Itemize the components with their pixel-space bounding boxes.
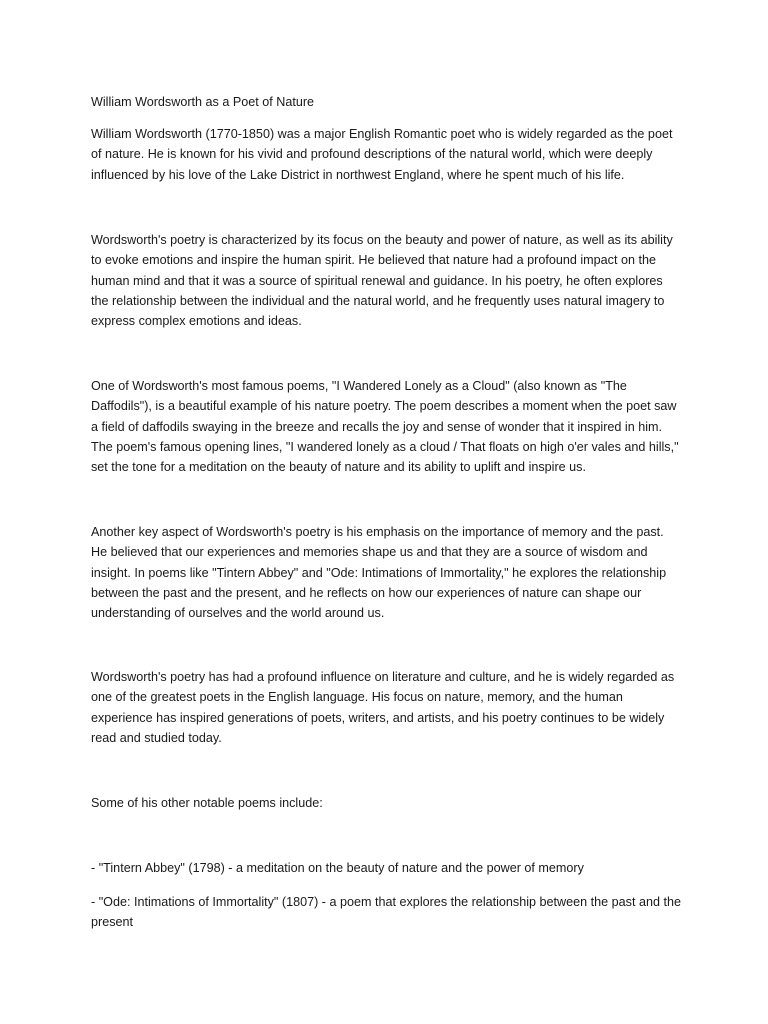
list-item-tintern-abbey: - "Tintern Abbey" (1798) - a meditation on the beauty of nature and the power of memory bbox=[91, 861, 584, 875]
paragraph-characteristics: Wordsworth's poetry is characterized by its focus on the beauty and power of nature, as well as its ability to evoke emotions and inspire the human spirit. He believed that nature had a profound impact on the human mind and that it was a source of spiritual renewal and guidance. In his poetry, he often explores the relationship between the individual and the natural world, and he frequently uses natural imagery to express complex emotions and ideas. bbox=[91, 233, 673, 329]
list-item-ode-intimations: - "Ode: Intimations of Immortality" (1807) - a poem that explores the relationship between the past and the present bbox=[91, 895, 681, 930]
paragraph-notable-poems-intro: Some of his other notable poems include: bbox=[91, 796, 323, 810]
paragraph-memory: Another key aspect of Wordsworth's poetry is his emphasis on the importance of memory and the past. He believed that our experiences and memories shape us and that they are a source of wisdom and insight. In poems like "Tintern Abbey" and "Ode: Intimations of Immortality," he explores the relationship between the past and the present, and he reflects on how our experiences of nature can shape our understanding of ourselves and the world around us. bbox=[91, 525, 667, 621]
document-title: William Wordsworth as a Poet of Nature bbox=[91, 95, 315, 109]
paragraph-daffodils: One of Wordsworth's most famous poems, "I Wandered Lonely as a Cloud" (also known as "The Daffodils"), is a beautiful example of his nature poetry. The poem describes a moment when the poet saw a field of daffodils swaying in the breeze and recalls the joy and sense of wonder that it inspired in him. The poem's famous opening lines, "I wandered lonely as a cloud / That floats on high o'er vales and hills," set the tone for a meditation on the beauty of nature and its ability to uplift and inspire us. bbox=[91, 379, 679, 475]
paragraph-influence: Wordsworth's poetry has had a profound influence on literature and culture, and he is widely regarded as one of the greatest poets in the English language. His focus on nature, memory, and the human experience has inspired generations of poets, writers, and artists, and his poetry continues to be widely read and studied today. bbox=[91, 670, 675, 745]
paragraph-introduction: William Wordsworth (1770-1850) was a major English Romantic poet who is widely regarded as the poet of nature. He is known for his vivid and profound descriptions of the natural world, which were deeply influenced by his love of the Lake District in northwest England, where he spent much of his life. bbox=[91, 127, 673, 182]
